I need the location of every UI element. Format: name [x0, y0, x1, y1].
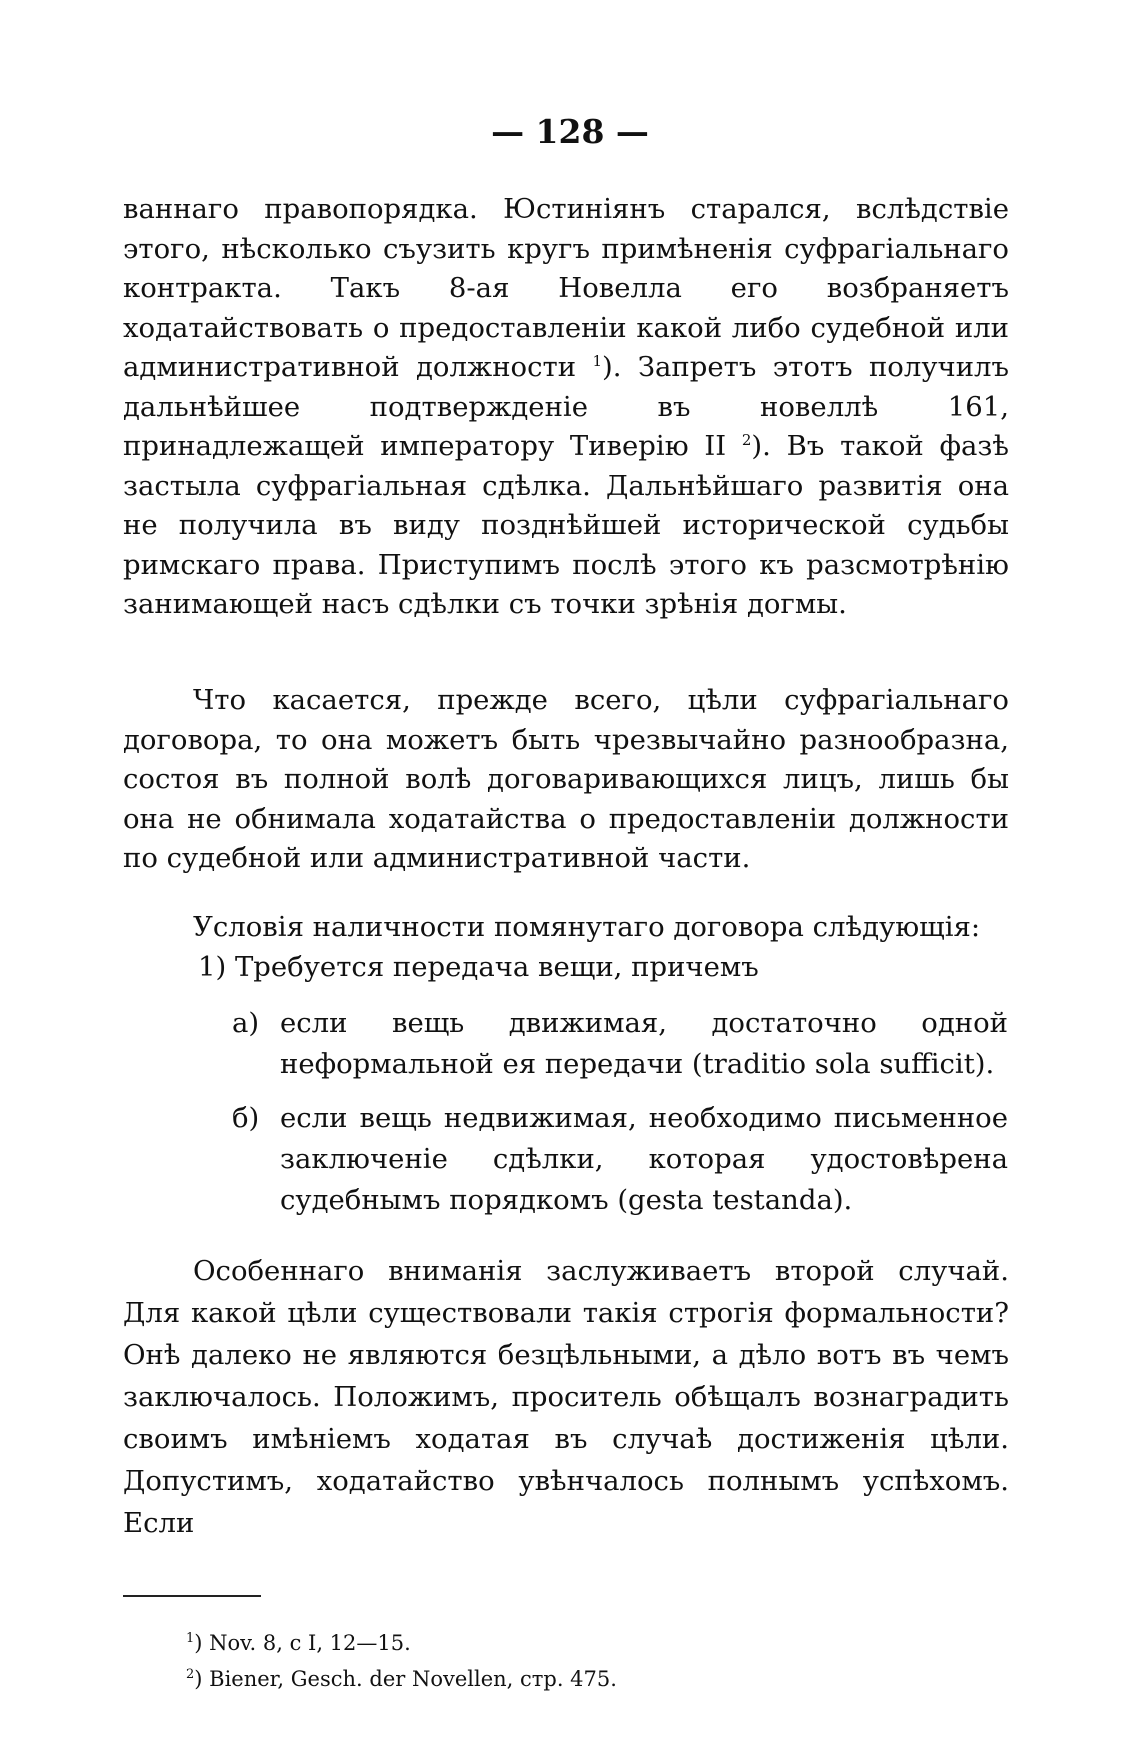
list-item-1: 1) Требуется передача вещи, причемъ	[198, 951, 759, 983]
paragraph-4	[123, 1250, 1009, 1544]
paragraph-3-text: Условія наличности помянутаго договора слѣдующія:	[193, 911, 981, 943]
list-subitem-a-marker: а)	[232, 1007, 260, 1039]
paragraph-1-part-3: ). Въ такой фазѣ застыла суфрагіальная сдѣлка. Дальнѣйшаго развитія она не получила въ виду позднѣйшей исторической судьбы римскаго права. Приступимъ послѣ этого къ разсмотрѣнію занимающей насъ сдѣлки съ точки зрѣнія догмы.	[123, 430, 1009, 620]
paragraph-3	[123, 908, 1009, 948]
paragraph-1-part-1: ваннаго правопорядка. Юстиніянъ старался, вслѣдствіе этого, нѣсколько съузить кругъ примѣненія суфрагіальнаго контракта. Такъ 8-ая Новелла его возбраняетъ ходатайствовать о предоставленіи какой либо судебной или административной должности	[123, 193, 1009, 383]
footnote-2-text: ) Biener, Gesch. der Novellen, стр. 475.	[194, 1667, 617, 1691]
list-subitem-a	[232, 1003, 1008, 1085]
footnotes	[186, 1625, 617, 1697]
page-number: — 128 —	[491, 112, 649, 151]
footnote-ref-1: 1	[592, 351, 602, 370]
paragraph-1-part-2: ). Запретъ этотъ получилъ дальнѣйшее подтвержденіе въ новеллѣ 161, принадлежащей императору Тиверію II	[123, 351, 1009, 462]
list-subitem-b-marker: б)	[232, 1102, 260, 1134]
footnote-ref-2: 2	[741, 430, 752, 449]
list-subitem-b	[232, 1098, 1008, 1221]
list-subitem-b-text: если вещь недвижимая, необходимо письменное заключеніе сдѣлки, которая удостовѣрена судебнымъ порядкомъ (gesta testanda).	[280, 1102, 1008, 1216]
footnote-1-text: ) Nov. 8, c I, 12—15.	[194, 1631, 411, 1655]
paragraph-2-text: Что касается, прежде всего, цѣли суфрагіальнаго договора, то она можетъ быть чрезвычайно разнообразна, состоя въ полной волѣ договаривающихся лицъ, лишь бы она не обнимала ходатайства о предоставленіи должности по судебной или административной части.	[123, 684, 1009, 874]
footnote-1	[186, 1625, 617, 1661]
footnote-2-mark: 2	[186, 1667, 195, 1682]
paragraph-1	[123, 190, 1009, 625]
paragraph-4-text: Особеннаго вниманія заслуживаетъ второй случай. Для какой цѣли существовали такія строгія формальности? Онѣ далеко не являются безцѣльными, а дѣло вотъ въ чемъ заключалось. Положимъ, проситель обѣщалъ вознаградить своимъ имѣніемъ ходатая въ случаѣ достиженія цѣли. Допустимъ, ходатайство увѣнчалось полнымъ успѣхомъ. Если	[123, 1255, 1009, 1539]
list-subitem-a-text: если вещь движимая, достаточно одной неформальной ея передачи (traditio sola sufficit).	[280, 1007, 1008, 1080]
footnote-divider	[123, 1595, 261, 1597]
footnote-2	[186, 1661, 617, 1697]
footnote-1-mark: 1	[186, 1631, 195, 1646]
paragraph-2	[123, 681, 1009, 879]
